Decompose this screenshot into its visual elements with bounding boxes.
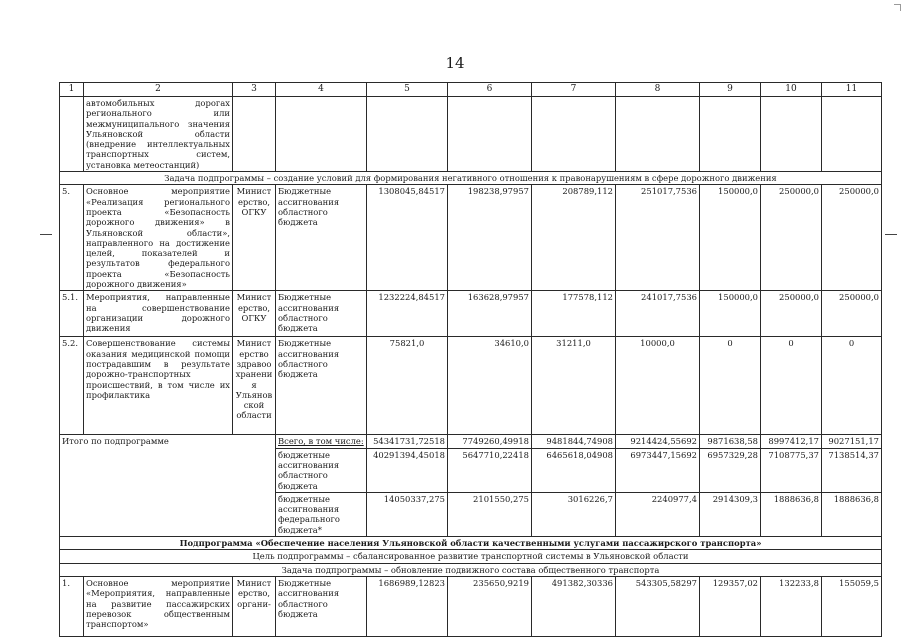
row-number: 5.1. — [60, 291, 84, 337]
value-cell: 250000,0 — [761, 291, 822, 337]
value-cell: 2101550,275 — [448, 492, 532, 536]
value-cell: 8997412,17 — [761, 435, 822, 448]
total-all-label: Всего, в том числе: — [276, 435, 367, 448]
value-cell: 31211,0 — [532, 337, 616, 435]
program-table — [59, 82, 882, 637]
value-cell: 7138514,37 — [822, 448, 882, 492]
row-name: Основное мероприятие «Мероприятия, направленные на развитие пассажирских перевозок общественным транспортом» — [84, 576, 233, 636]
value-cell: 150000,0 — [700, 291, 761, 337]
value-cell: 129357,02 — [700, 576, 761, 636]
value-cell: 2240977,4 — [616, 492, 700, 536]
value-cell: 543305,58297 — [616, 576, 700, 636]
value-cell: 163628,97957 — [448, 291, 532, 337]
total-regional-label: бюджетные ассигнования областного бюджета — [276, 448, 367, 492]
row-name: Совершенствование системы оказания медицинской помощи пострадавшим в результате дорожно-транспортных происшествий, в том числе их профилактика — [84, 337, 233, 435]
task-row — [60, 563, 882, 576]
page-number: 14 — [445, 54, 465, 72]
value-cell: 9481844,74908 — [532, 435, 616, 448]
row-source: Бюджетные ассигнования областного бюджета — [276, 337, 367, 435]
row-executor: Министерство, ОГКУ — [233, 185, 276, 291]
row-name: автомобильных дорогах регионального или межмуниципального значения Ульяновской области (внедрение интеллектуальных транспортных систем, установка метеостанций) — [84, 97, 233, 172]
value-cell: 1232224,84517 — [367, 291, 448, 337]
row-executor: Министерство, органи- — [233, 576, 276, 636]
value-cell: 491382,30336 — [532, 576, 616, 636]
value-cell: 241017,7536 — [616, 291, 700, 337]
value-cell: 150000,0 — [700, 185, 761, 291]
col-header: 2 — [84, 83, 233, 97]
total-label: Итого по подпрограмме — [60, 435, 276, 537]
value-cell: 250000,0 — [761, 185, 822, 291]
value-cell: 132233,8 — [761, 576, 822, 636]
col-header: 10 — [761, 83, 822, 97]
value-cell: 1888636,8 — [822, 492, 882, 536]
row-source: Бюджетные ассигнования областного бюджета — [276, 576, 367, 636]
value-cell: 7108775,37 — [761, 448, 822, 492]
value-cell: 2914309,3 — [700, 492, 761, 536]
value-cell: 177578,112 — [532, 291, 616, 337]
col-header: 3 — [233, 83, 276, 97]
value-cell: 9871638,58 — [700, 435, 761, 448]
value-cell: 75821,0 — [367, 337, 448, 435]
col-header: 9 — [700, 83, 761, 97]
value-cell: 6973447,15692 — [616, 448, 700, 492]
row-executor: Министерство, ОГКУ — [233, 291, 276, 337]
value-cell: 250000,0 — [822, 291, 882, 337]
value-cell: 0 — [822, 337, 882, 435]
task-heading: Задача подпрограммы – обновление подвижного состава общественного транспорта — [60, 563, 882, 576]
value-cell: 10000,0 — [616, 337, 700, 435]
col-header: 1 — [60, 83, 84, 97]
value-cell: 9214424,55692 — [616, 435, 700, 448]
row-source: Бюджетные ассигнования областного бюджета — [276, 185, 367, 291]
total-row-all — [60, 435, 882, 448]
row-source: Бюджетные ассигнования областного бюджета — [276, 291, 367, 337]
margin-tick — [885, 234, 897, 235]
row-name: Мероприятия, направленные на совершенствование организации дорожного движения — [84, 291, 233, 337]
row-number: 1. — [60, 576, 84, 636]
value-cell: 7749260,49918 — [448, 435, 532, 448]
value-cell: 250000,0 — [822, 185, 882, 291]
col-header: 7 — [532, 83, 616, 97]
total-federal-label: бюджетные ассигнования федерального бюджета* — [276, 492, 367, 536]
value-cell: 1686989,12823 — [367, 576, 448, 636]
col-header: 8 — [616, 83, 700, 97]
table-row — [60, 291, 882, 337]
value-cell: 251017,7536 — [616, 185, 700, 291]
value-cell: 0 — [761, 337, 822, 435]
col-header: 11 — [822, 83, 882, 97]
page-corner-mark — [894, 4, 901, 11]
row-executor: Министерство здравоохранения Ульяновской области — [233, 337, 276, 435]
table-row — [60, 337, 882, 435]
column-numbers-row — [60, 83, 882, 97]
row-number: 5.2. — [60, 337, 84, 435]
value-cell: 198238,97957 — [448, 185, 532, 291]
value-cell: 3016226,7 — [532, 492, 616, 536]
value-cell: 6465618,04908 — [532, 448, 616, 492]
table-row-continued — [60, 97, 882, 172]
value-cell: 9027151,17 — [822, 435, 882, 448]
table-row — [60, 185, 882, 291]
value-cell: 54341731,72518 — [367, 435, 448, 448]
col-header: 5 — [367, 83, 448, 97]
value-cell: 208789,112 — [532, 185, 616, 291]
value-cell: 34610,0 — [448, 337, 532, 435]
task-row — [60, 172, 882, 185]
value-cell: 155059,5 — [822, 576, 882, 636]
value-cell: 40291394,45018 — [367, 448, 448, 492]
row-name: Основное мероприятие «Реализация регионального проекта «Безопасность дорожного движения» в Ульяновской области», направленного на достижение целей, показателей и результатов федерального проекта «Безопасность дорожного движения» — [84, 185, 233, 291]
table-row — [60, 576, 882, 636]
row-number: 5. — [60, 185, 84, 291]
value-cell: 1888636,8 — [761, 492, 822, 536]
value-cell: 5647710,22418 — [448, 448, 532, 492]
value-cell: 1308045,84517 — [367, 185, 448, 291]
subprogram-title: Подпрограмма «Обеспечение населения Ульяновской области качественными услугами пассажирского транспорта» — [60, 537, 882, 550]
task-heading: Задача подпрограммы – создание условий для формирования негативного отношения к правонарушениям в сфере дорожного движения — [60, 172, 882, 185]
value-cell: 14050337,275 — [367, 492, 448, 536]
subprogram-row — [60, 537, 882, 550]
value-cell: 6957329,28 — [700, 448, 761, 492]
col-header: 4 — [276, 83, 367, 97]
margin-tick — [40, 234, 52, 235]
col-header: 6 — [448, 83, 532, 97]
value-cell: 0 — [700, 337, 761, 435]
value-cell: 235650,9219 — [448, 576, 532, 636]
subprogram-goal: Цель подпрограммы – сбалансированное развитие транспортной системы в Ульяновской области — [60, 550, 882, 563]
goal-row — [60, 550, 882, 563]
